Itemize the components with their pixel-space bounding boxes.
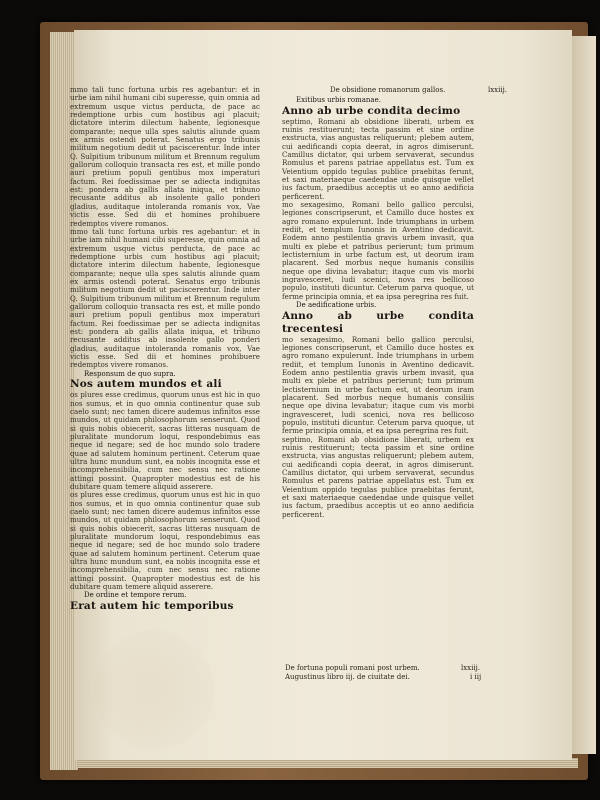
footer-reference: Augustinus libro iij. de ciuitate dei. [285, 673, 410, 681]
left-paragraph-2: os plures esse credimus, quorum unus est hic in quo nos sumus, et in quo omnia continentur quae sub caelo sunt; nec tamen dicere audemus infinitos esse mundos, ut quidam philosophorum senserunt. Quod si quis nobis obiecerit, sacras litteras nusquam de pluralitate mundorum loqui, respondebimus eas neque id negare; sed de hoc mundo solo tradere quae ad salutem hominum pertinent. Ceterum quae ultra hunc mundum sunt, ea nobis incognita esse et incomprehensibilia, cum nec sensu nec ratione attingi possint. Quapropter modestius est de his dubitare quam temere aliquid asserere. [70, 390, 260, 491]
folio-number: lxxiij. [488, 86, 508, 94]
right-paragraph-1: septimo, Romani ab obsidione liberati, urbem ex ruinis restituerunt; tecta passim et sine ordine exstructa, vias angustas reliquerunt; plebem autem, cui aedificandi copia deerat, in agros dimiserunt. Camillus dictator, qui urbem servaverat, secundus Romulus et parens patriae appellatus est. Tum ex Veientium oppido tegulas publice praebitas ferunt, et saxi materiaeque caedendae unde quisque vellet ius factum, praedibus acceptis ut eo anno aedificia perficerent. [282, 116, 474, 201]
right-column [282, 96, 474, 519]
left-heading-1: Nos autem mundos et ali [70, 378, 222, 391]
signature-mark: i iij [470, 673, 482, 681]
left-rubric-2: De ordine et tempore rerum. [84, 591, 187, 600]
left-paragraph-1-cont: mmo tali tunc fortuna urbis res agebantur: et in urbe iam nihil humani cibi superesse, quin omnia ad extremum usque victus perducta, de pace ac redemptione urbis cum hostibus agi placuit; dictatore interim dilectum habente, legionesque comparante; neque ulla spes salutis aliunde quam ex armis ostendi poterat. Senatus ergo tribunis militum negotium dedit ut paciscerentur. Inde inter Q. Sulpitium tribunum militum et Brennum regulum gallorum colloquio transacta res est, et mille pondo auri pretium populi gentibus mox imperaturi factum. Rei foedissimae per se adiecta indignitas est: pondera ab gallis allata iniqua, et tribuno recusante additus ab insolente gallo ponderi gladius, auditaque intoleranda romanis vox, Vae victis esse. Sed dii et homines prohibuere redemptos vivere romanos. [70, 226, 260, 370]
right-paragraph-2: mo sexagesimo, Romani bello gallico perculsi, legiones conscripserunt, et Camillo duce hostes ex agro romano expulerunt. Inde triumphans in urbem rediit, et templum Iunonis in Aventino dedicavit. Eodem anno pestilentia gravis urbem invasit, qua multi ex plebe et patribus perierunt; tum primum lectisternium in urbe factum est, ut deorum iram placarent. Sed morbus neque humanis consiliis neque ope divina levabatur; itaque cum vis morbi ingravesceret, ludi scenici, nova res bellicoso populo, instituti dicuntur. Ceterum parva quoque, ut ferme principia omnia, et ea ipsa peregrina res fuit. [282, 334, 474, 436]
running-header: De obsidione romanorum gallos. [330, 86, 446, 94]
left-column [70, 86, 260, 613]
paper-stain [94, 630, 214, 750]
right-paragraph-2-cont: septimo, Romani ab obsidione liberati, urbem ex ruinis restituerunt; tecta passim et sine ordine exstructa, vias angustas reliquerunt; plebem autem, cui aedificandi copia deerat, in agros dimiserunt. Camillus dictator, qui urbem servaverat, secundus Romulus et parens patriae appellatus est. Tum ex Veientium oppido tegulas publice praebitas ferunt, et saxi materiaeque caedendae unde quisque vellet ius factum, praedibus acceptis ut eo anno aedificia perficerent. [282, 434, 474, 519]
left-rubric-1: Responsum de quo supra. [84, 369, 176, 378]
right-rubric-2: De aedificatione urbis. [296, 301, 377, 310]
catchword-right: lxxiij. [461, 664, 481, 672]
left-heading-2: Erat autem hic temporibus [70, 599, 234, 612]
right-heading-2: Anno ab urbe condita trecentesi [282, 309, 474, 335]
left-paragraph-1: mmo tali tunc fortuna urbis res agebantur: et in urbe iam nihil humani cibi superesse, quin omnia ad extremum usque victus perducta, de pace ac redemptione urbis cum hostibus agi placuit; dictatore interim dilectum habente, legionesque comparante; neque ulla spes salutis aliunde quam ex armis ostendi poterat. Senatus ergo tribunis militum negotium dedit ut paciscerentur. Inde inter Q. Sulpitium tribunum militum et Brennum regulum gallorum colloquio transacta res est, et mille pondo auri pretium populi gentibus mox imperaturi factum. Rei foedissimae per se adiecta indignitas est: pondera ab gallis allata iniqua, et tribuno recusante additus ab insolente gallo ponderi gladius, auditaque intoleranda romanis vox, Vae victis esse. Sed dii et homines prohibuere redemptos vivere romanos. [70, 86, 260, 228]
right-rubric-1: Exitibus urbis romanae. [296, 96, 381, 104]
left-paragraph-2-cont: os plures esse credimus, quorum unus est hic in quo nos sumus, et in quo omnia continentur quae sub caelo sunt; nec tamen dicere audemus infinitos esse mundos, ut quidam philosophorum senserunt. Quod si quis nobis obiecerit, sacras litteras nusquam de pluralitate mundorum loqui, respondebimus eas neque id negare; sed de hoc mundo solo tradere quae ad salutem hominum pertinent. Ceterum quae ultra hunc mundum sunt, ea nobis incognita esse et incomprehensibilia, cum nec sensu nec ratione attingi possint. Quapropter modestius est de his dubitare quam temere aliquid asserere. [70, 490, 260, 592]
catchword-left: De fortuna populi romani post urbem. [285, 664, 420, 672]
facing-page-edge [572, 36, 596, 754]
right-heading-1: Anno ab urbe condita decimo [282, 104, 461, 117]
right-paragraph-1-cont: mo sexagesimo, Romani bello gallico perculsi, legiones conscripserunt, et Camillo duce hostes ex agro romano expulerunt. Inde triumphans in urbem rediit, et templum Iunonis in Aventino dedicavit. Eodem anno pestilentia gravis urbem invasit, qua multi ex plebe et patribus perierunt; tum primum lectisternium in urbe factum est, ut deorum iram placarent. Sed morbus neque humanis consiliis neque ope divina levabatur; itaque cum vis morbi ingravesceret, ludi scenici, nova res bellicoso populo, instituti dicuntur. Ceterum parva quoque, ut ferme principia omnia, et ea ipsa peregrina res fuit. [282, 199, 474, 301]
